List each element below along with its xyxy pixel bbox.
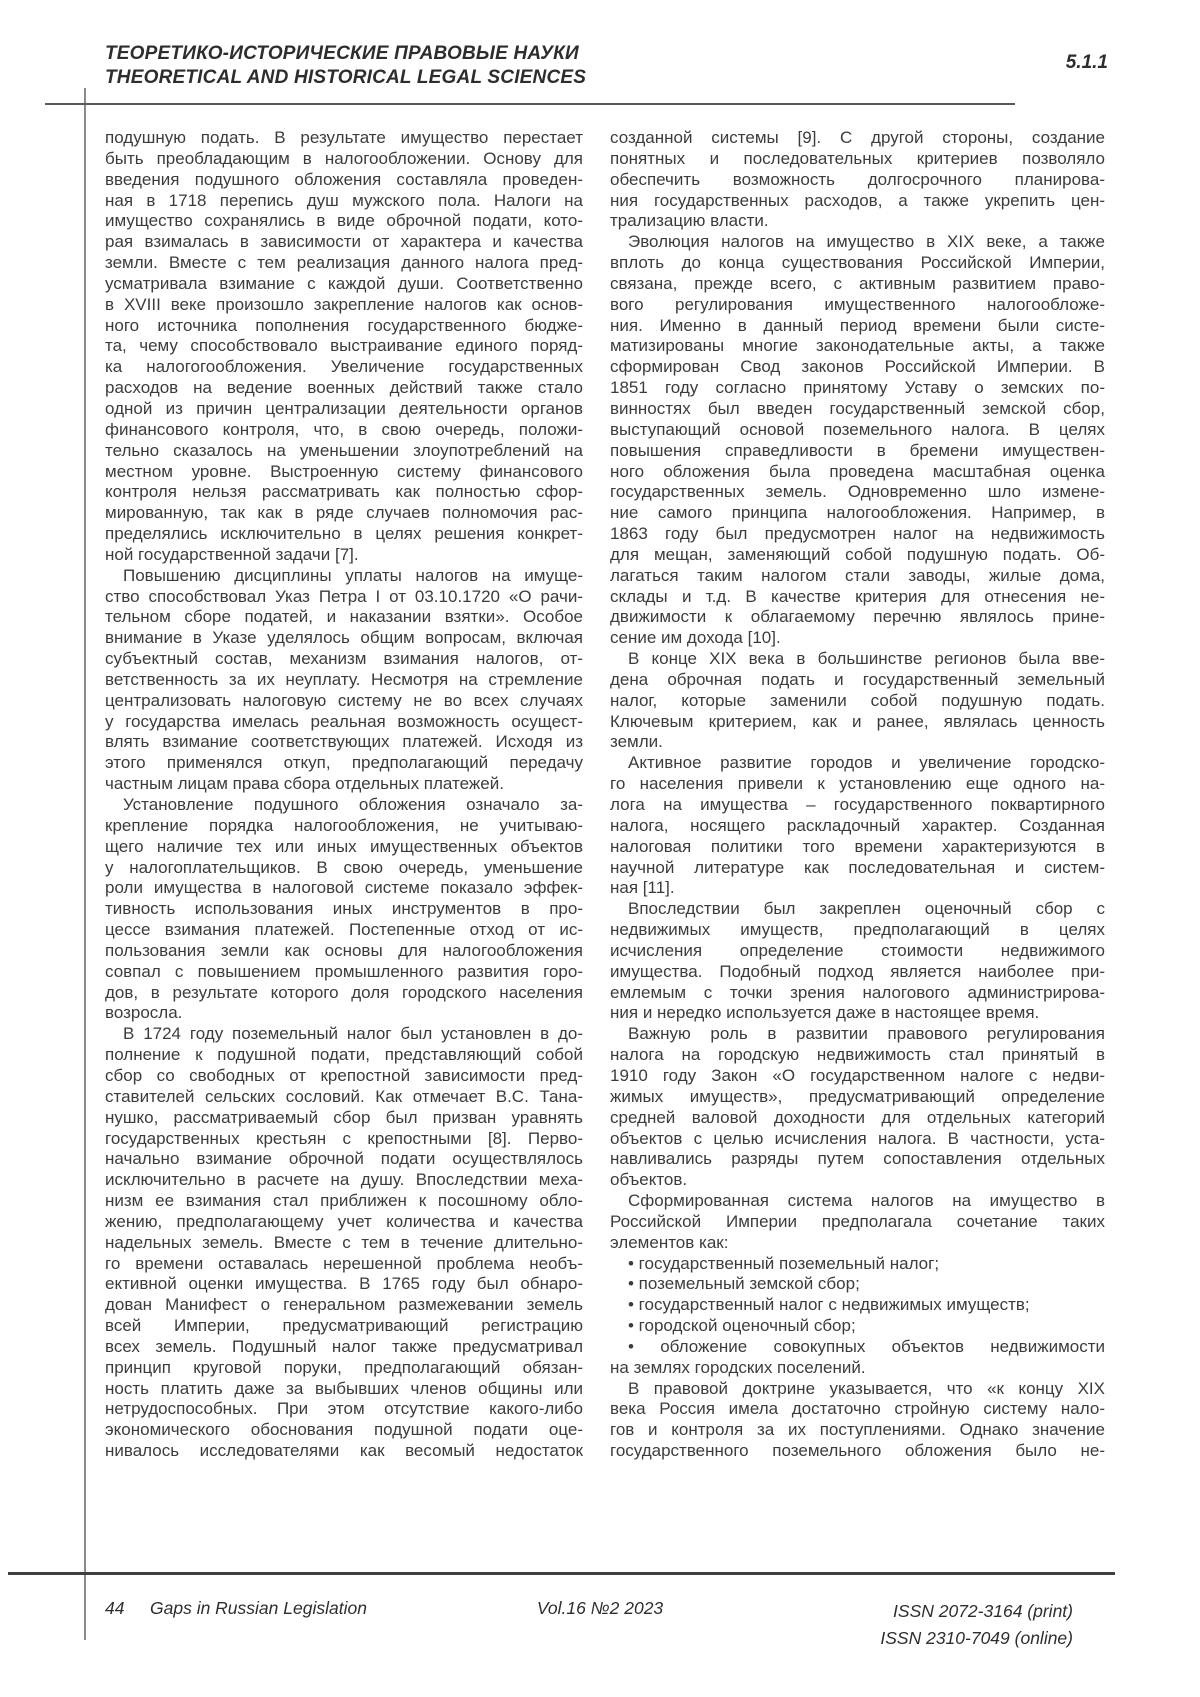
text-line: для мещан, заменяющий собой подушную подать. Об- (610, 544, 1105, 564)
text-line: нивалось исследователями как весомый недостаток (105, 1441, 583, 1461)
text-line: ветственность за их неуплату. Несмотря на стремление (105, 669, 583, 689)
text-line: ставителей сельских сословий. Как отмечает В.С. Тана- (105, 1086, 583, 1106)
text-line: дован Манифест о генеральном размежевании земель (105, 1295, 583, 1315)
text-line: • обложение совокупных объектов недвижимости (628, 1336, 1105, 1356)
text-line: мированную, так как в ряде случаев полномочия рас- (105, 503, 583, 523)
text-line: налога, носящего раскладочный характер. Созданная (610, 815, 1105, 835)
issn-online: ISSN 2310-7049 (online) (880, 1628, 1073, 1648)
text-line: 1863 году был предусмотрен налог на недвижимость (610, 524, 1105, 544)
text-line: тельном сборе податей, и наказании взятки». Особое (105, 607, 583, 627)
text-line: трализацию власти. (610, 211, 769, 231)
text-line: цессе взимания платежей. Постепенные отход от ис- (105, 920, 583, 940)
text-line: расходов на ведение военных действий также стало (105, 378, 583, 398)
text-line: элементов как: (610, 1232, 729, 1252)
text-line: лога на имущества – государственного поквартирного (610, 795, 1105, 814)
text-line: субъектный состав, механизм взимания налогов, от- (105, 649, 583, 669)
text-line: ние самого принципа налогообложения. Например, в (610, 503, 1105, 523)
body-columns (105, 128, 1105, 1462)
text-line: начально взимание оброчной подати осуществлялось (105, 1149, 583, 1169)
text-line: одной из причин централизации деятельности органов (105, 398, 583, 418)
text-line: влять взимание соответствующих платежей. Исходя из (105, 732, 583, 752)
text-line: совпал с повышением промышленного развития горо- (105, 961, 583, 981)
text-line: обеспечить возможность долгосрочного планирова- (610, 169, 1105, 189)
text-line: гов и контроля за их поступлениями. Однако значение (610, 1420, 1105, 1440)
text-line: века Россия имела достаточно стройную систему нало- (610, 1399, 1105, 1419)
text-line: частным лицам права сбора отдельных платежей. (105, 774, 504, 794)
text-line: ния и нередко используется даже в настоящее время. (610, 1003, 1040, 1023)
text-line: налога на городскую недвижимость стал принятый в (610, 1045, 1105, 1065)
left-column (105, 128, 583, 1462)
text-line: Ключевым критерием, как и ранее, являлась ценность (610, 711, 1105, 731)
text-line: исключительно в расчете на душу. Впоследствии меха- (105, 1170, 583, 1190)
header (105, 42, 965, 90)
right-column (610, 128, 1105, 1462)
text-line: повышения справедливости в бремени имуществен- (610, 440, 1105, 460)
text-line: Российской Империи предполагала сочетание таких (610, 1211, 1105, 1231)
text-line: объектов. (610, 1170, 688, 1190)
text-line: дов, в результате которого доля городского населения (105, 982, 583, 1002)
text-line: быть преобладающим в налогообложении. Основу для (105, 148, 583, 168)
text-line: 1851 году согласно принятому Уставу о земских по- (610, 378, 1105, 398)
text-line: ность платить даже за выбывших членов общины или (105, 1378, 583, 1398)
text-line: внимание в Указе уделялось общим вопросам, включая (105, 628, 583, 648)
text-line: В конце XIX века в большинстве регионов была вве- (628, 649, 1105, 669)
section-code: 5.1.1 (1065, 52, 1108, 73)
text-line: финансового контроля, что, в свою очередь, положи- (105, 419, 583, 439)
text-line: недвижимых имуществ, предполагающий в целях (610, 920, 1105, 940)
text-line: этого применялся откуп, предполагающий передачу (105, 753, 583, 773)
text-line: ективной оценки имущества. В 1765 году был обнаро- (105, 1274, 583, 1294)
text-line: В 1724 году поземельный налог был установлен в до- (123, 1024, 583, 1044)
text-line: объектов с целью исчисления налога. В частности, уста- (610, 1128, 1105, 1148)
text-line: дена оброчная подать и государственный земельный (610, 669, 1105, 689)
text-line: у налогоплательщиков. В свою очередь, уменьшение (105, 857, 583, 877)
text-line: государственных земель. Одновременно шло измене- (610, 482, 1105, 502)
text-line: связана, прежде всего, с активным развитием право- (610, 273, 1105, 293)
text-line: надельных земель. Вместе с тем в течение длительно- (105, 1232, 583, 1252)
text-line: введения подушного обложения составляла проведен- (105, 169, 583, 189)
text-line: земли. Вместе с тем реализация данного налога пред- (105, 253, 583, 273)
text-line: • государственный поземельный налог; (628, 1253, 940, 1273)
issn-print: ISSN 2072-3164 (print) (893, 1601, 1073, 1621)
text-line: подушную подать. В результате имущество перестает (105, 128, 583, 147)
text-line: Активное развитие городов и увеличение городско- (628, 753, 1105, 773)
header-title-en: THEORETICAL AND HISTORICAL LEGAL SCIENCES (105, 67, 587, 88)
text-line: • государственный налог с недвижимых имуществ; (628, 1295, 1030, 1315)
text-line: низм ее взимания стал приближен к посошному обло- (105, 1191, 583, 1211)
text-line: принцип круговой поруки, предполагающий обязан- (105, 1357, 583, 1377)
page-number: 44 (105, 1598, 125, 1618)
text-line: полнение к подушной подати, представляющий собой (105, 1045, 583, 1065)
header-title-ru: ТЕОРЕТИКО-ИСТОРИЧЕСКИЕ ПРАВОВЫЕ НАУКИ (105, 43, 579, 64)
text-line: налоговая политики того времени характеризуются в (610, 836, 1105, 856)
text-line: ство способствовал Указ Петра I от 03.10.1720 «О рачи- (105, 586, 583, 606)
text-line: Установление подушного обложения означало за- (123, 795, 583, 814)
text-line: нушко, рассматриваемый сбор был призван уравнять (105, 1107, 583, 1127)
text-line: централизовать налоговую систему не во всех случаях (105, 690, 583, 710)
volume-info: Vol.16 №2 2023 (536, 1598, 664, 1618)
text-line: сформирован Свод законов Российской Империи. В (610, 357, 1105, 377)
text-line: жимых имуществ», предусматривающий определение (610, 1086, 1105, 1106)
text-line: имущество сохранялись в виде оброчной подати, кото- (105, 211, 583, 231)
text-line: у государства имелась реальная возможность осущест- (105, 711, 583, 731)
text-line: тивность использования иных инструментов в про- (105, 899, 583, 919)
text-line: ния государственных расходов, а также укрепить цен- (610, 190, 1105, 210)
text-line: • городской оценочный сбор; (628, 1316, 856, 1336)
text-line: научной литературе как последовательная и систем- (610, 857, 1105, 877)
text-line: ния. Именно в данный период времени были систе- (610, 315, 1105, 335)
text-line: на землях городских поселений. (610, 1357, 866, 1377)
text-line: та, чему способствовало выстраивание единого поряд- (105, 336, 583, 356)
text-line: вого регулирования имущественного налогообложе- (610, 294, 1105, 314)
text-line: крепление порядка налогообложения, не учитываю- (105, 815, 583, 835)
text-line: Сформированная система налогов на имущество в (628, 1191, 1105, 1211)
text-line: ного источника пополнения государственного бюдже- (105, 315, 583, 335)
text-line: ная [11]. (610, 878, 675, 898)
text-line: жению, предполагающему учет количества и качества (105, 1211, 583, 1231)
footer-rule (8, 1572, 1115, 1575)
text-line: исчисления определение стоимости недвижимого (610, 940, 1105, 960)
text-line: Важную роль в развитии правового регулирования (628, 1024, 1105, 1044)
text-line: выступающий основой поземельного налога. В целях (610, 419, 1105, 439)
text-line: возросла. (105, 1003, 183, 1023)
header-rule (45, 103, 1015, 105)
text-line: ка налогогообложения. Увеличение государственных (105, 357, 583, 377)
text-line: пределялись исключительно в целях решения конкрет- (105, 524, 583, 544)
text-line: ной государственной задачи [7]. (105, 544, 359, 564)
issn-block (880, 1598, 1073, 1652)
text-line: государственных крестьян с крепостными [8]. Перво- (105, 1128, 583, 1148)
text-line: лагаться таким налогом стали заводы, жилые дома, (610, 565, 1105, 585)
text-line: роли имущества в налоговой системе показало эффек- (105, 878, 583, 898)
text-line: земли. (610, 732, 663, 752)
text-line: налог, которые заменили собой подушную подать. (610, 690, 1105, 710)
text-line: ного обложения была проведена масштабная оценка (610, 461, 1105, 481)
text-line: усматривала взимание с каждой души. Соответственно (105, 273, 583, 293)
text-line: сбор со свободных от крепостной зависимости пред- (105, 1065, 583, 1085)
text-line: понятных и последовательных критериев позволяло (610, 148, 1105, 168)
text-line: го времени оставалась нерешенной проблема необъ- (105, 1253, 583, 1273)
text-line: ная в 1718 перепись душ мужского пола. Налоги на (105, 190, 583, 210)
text-line: навливались разряды путем сопоставления отдельных (610, 1149, 1105, 1169)
text-line: тельно сказалось на уменьшении злоупотреблений на (105, 440, 583, 460)
text-line: винностях был введен государственный земской сбор, (610, 398, 1105, 418)
text-line: вплоть до конца существования Российской Империи, (610, 253, 1105, 273)
text-line: созданной системы [9]. С другой стороны, создание (610, 128, 1105, 147)
text-line: Повышению дисциплины уплаты налогов на имуще- (123, 565, 583, 585)
text-line: местном уровне. Выстроенную систему финансового (105, 461, 583, 481)
text-line: государственного поземельного обложения было не- (610, 1441, 1105, 1461)
text-line: движимости к облагаемому перечню являлось прине- (610, 607, 1105, 627)
text-line: Впоследствии был закреплен оценочный сбор с (628, 899, 1105, 919)
footer (0, 1598, 1200, 1668)
text-line: склады и т.д. В качестве критерия для отнесения не- (610, 586, 1105, 606)
text-line: нетрудоспособных. При этом отсутствие какого-либо (105, 1399, 583, 1419)
text-line: го населения привели к установлению еще одного на- (610, 774, 1105, 794)
text-line: контроля нельзя рассматривать как полностью сфор- (105, 482, 583, 502)
text-line: В правовой доктрине указывается, что «к концу XIX (628, 1378, 1105, 1398)
text-line: матизированы многие законодательные акты, а также (610, 336, 1105, 356)
text-line: рая взималась в зависимости от характера и качества (105, 232, 583, 252)
journal-title: Gaps in Russian Legislation (150, 1598, 367, 1618)
text-line: имущества. Подобный подход является наиболее при- (610, 961, 1105, 981)
text-line: • поземельный земской сбор; (628, 1274, 860, 1294)
text-line: экономического обоснования подушной подати оце- (105, 1420, 583, 1440)
text-line: щего наличие тех или иных имущественных объектов (105, 836, 583, 856)
text-line: пользования земли как основы для налогообложения (105, 940, 583, 960)
text-line: в XVIII веке произошло закрепление налогов как основ- (105, 294, 583, 314)
left-margin-rule (84, 88, 86, 1640)
text-line: всех земель. Подушный налог также предусматривал (105, 1336, 583, 1356)
text-line: сение им дохода [10]. (610, 628, 781, 648)
text-line: емлемым с точки зрения налогового администрирова- (610, 982, 1105, 1002)
text-line: средней валовой доходности для отдельных категорий (610, 1107, 1105, 1127)
text-line: всей Империи, предусматривающий регистрацию (105, 1316, 583, 1336)
text-line: 1910 году Закон «О государственном налоге с недви- (610, 1065, 1105, 1085)
text-line: Эволюция налогов на имущество в XIX веке, а также (628, 232, 1105, 252)
